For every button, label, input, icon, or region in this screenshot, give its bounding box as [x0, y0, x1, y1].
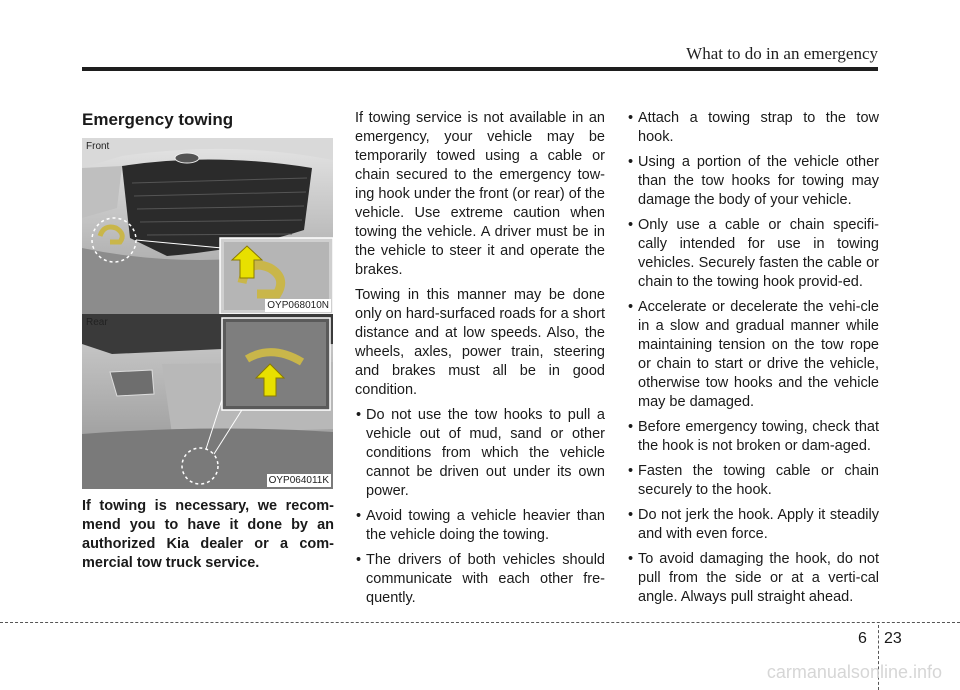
- front-figure-code: OYP068010N: [267, 300, 329, 311]
- middle-column: [355, 109, 605, 614]
- list-item: • Before emergency towing, check that the hook is not broken or dam-aged.: [627, 418, 879, 456]
- list-item: • Attach a towing strap to the tow hook.: [627, 109, 879, 147]
- middle-bullet-list: [355, 406, 605, 608]
- front-figure: [82, 138, 333, 314]
- page-section-number: 6: [858, 630, 867, 647]
- list-item: • To avoid damaging the hook, do not pull from the side or at a verti-cal angle. Always pull straight ahead.: [627, 550, 879, 607]
- page-number: 23: [884, 630, 902, 647]
- list-item: • The drivers of both vehicles should communicate with each other fre-quently.: [355, 551, 605, 608]
- list-item: • Accelerate or decelerate the vehi-cle in a slow and gradual manner while maintaining tension on the tow rope or chain to start or drive the vehicle, otherwise tow hooks and the vehicle may be damaged.: [627, 298, 879, 412]
- list-item: • Using a portion of the vehicle other than the tow hooks for towing may damage the body of your vehicle.: [627, 153, 879, 210]
- section-heading: Emergency towing: [82, 110, 234, 129]
- watermark: carmanualsonline.info: [766, 662, 942, 682]
- footer-rule: [0, 622, 960, 623]
- list-item: • Fasten the towing cable or chain securely to the hook.: [627, 462, 879, 500]
- rear-figure-code: OYP064011K: [268, 475, 329, 486]
- list-item: • Do not jerk the hook. Apply it steadily and with even force.: [627, 506, 879, 544]
- front-illustration: [82, 138, 333, 314]
- header-rule: [82, 67, 878, 71]
- list-item: • Do not use the tow hooks to pull a vehicle out of mud, sand or other conditions from which the vehicle cannot be driven out under its own power.: [355, 406, 605, 501]
- right-bullet-list: [627, 109, 879, 607]
- list-item: • Avoid towing a vehicle heavier than the vehicle doing the towing.: [355, 507, 605, 545]
- header-title: What to do in an emergency: [686, 44, 878, 63]
- right-column: [627, 109, 879, 613]
- list-item: • Only use a cable or chain specifi-cally intended for use in towing vehicles. Securely fasten the cable or chain to the towing hook provid-ed.: [627, 216, 879, 292]
- paragraph: If towing service is not available in an emergency, your vehicle may be temporarily towed using a cable or chain secured to the emergency tow-ing hook under the front (or rear) of the vehicle. Use extreme caution when towing the vehicle. A driver must be in the vehicle to steer it and operate the brakes.: [355, 110, 605, 278]
- rear-label: Rear: [86, 317, 108, 328]
- intro-bold-text: If towing is necessary, we recom-mend you to have it done by an authorized Kia dealer or a com-mercial tow truck service.: [82, 498, 334, 571]
- rear-illustration: [82, 314, 333, 489]
- front-label: Front: [86, 141, 110, 152]
- paragraph: Towing in this manner may be done only on hard-surfaced roads for a short distance and at low speeds. Also, the wheels, axles, power train, steering and brakes must all be in good condition.: [355, 287, 605, 398]
- rear-figure: [82, 314, 333, 489]
